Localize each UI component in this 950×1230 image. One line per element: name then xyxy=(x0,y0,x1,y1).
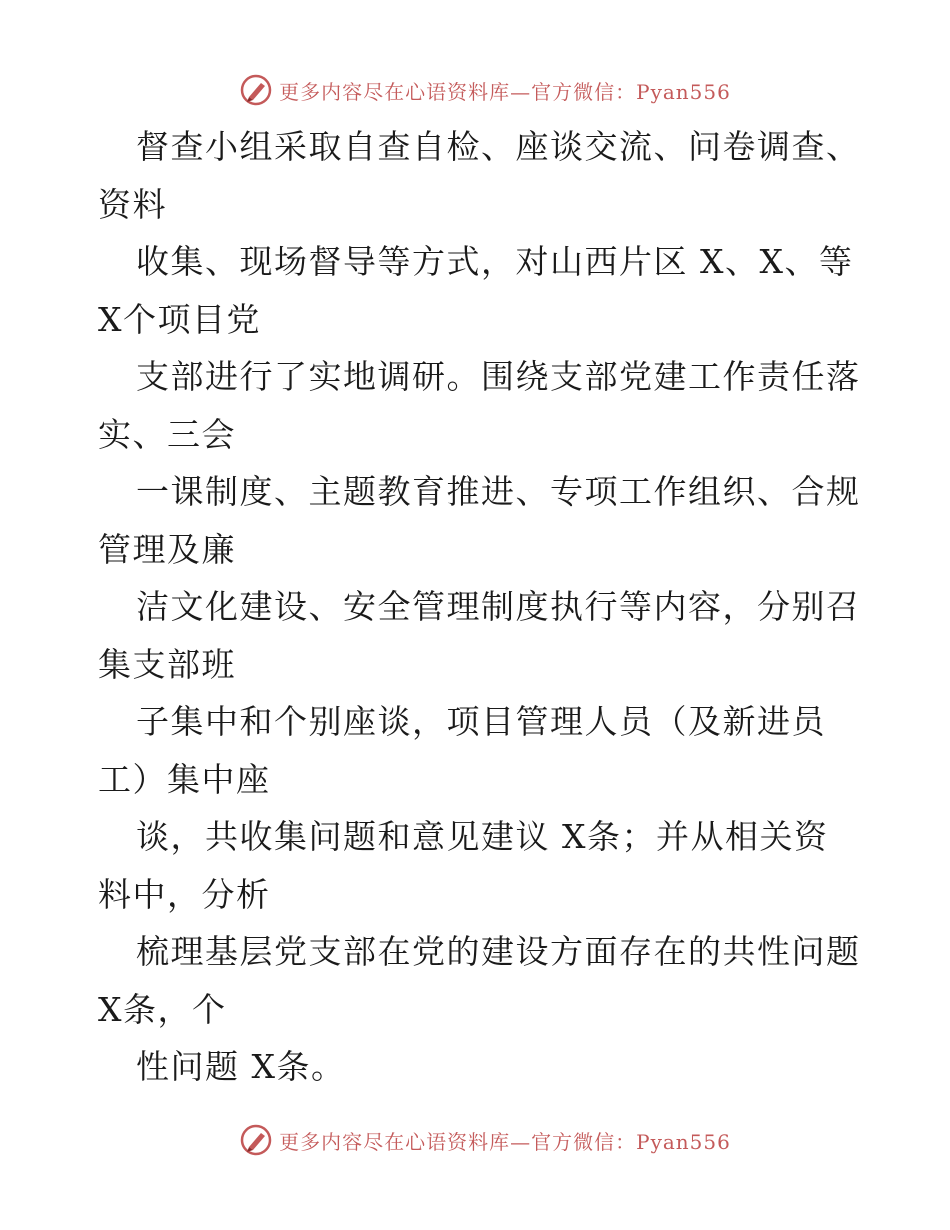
document-body xyxy=(98,118,868,1096)
text-line: 梳理基层党支部在党的建设方面存在的共性问题 xyxy=(136,932,861,971)
text-line: 一课制度、主题教育推进、专项工作组织、合规 xyxy=(136,472,861,511)
pen-logo-icon xyxy=(239,1123,273,1157)
text-line: 收集、现场督导等方式，对山西片区 X、X、等 xyxy=(136,242,854,281)
text-line: 洁文化建设、安全管理制度执行等内容，分别召 xyxy=(136,587,861,626)
text-line: 管理及廉 xyxy=(98,529,236,569)
text-line: 实、三会 xyxy=(98,414,236,454)
text-line: 督查小组采取自查自检、座谈交流、问卷调查、 xyxy=(136,127,861,166)
watermark-group xyxy=(239,1123,731,1157)
text-line: 谈，共收集问题和意见建议 X条；并从相关资 xyxy=(136,817,829,856)
text-line: 子集中和个别座谈，项目管理人员（及新进员 xyxy=(136,702,826,741)
text-line: 料中，分析 xyxy=(98,874,271,914)
watermark-text: 更多内容尽在心语资料库—官方微信：Pyan556 xyxy=(279,79,731,104)
text-line: X条，个 xyxy=(98,989,227,1029)
text-line: 支部进行了实地调研。围绕支部党建工作责任落 xyxy=(136,357,861,396)
watermark-text: 更多内容尽在心语资料库—官方微信：Pyan556 xyxy=(279,1129,731,1154)
pen-logo-icon xyxy=(239,73,273,107)
text-line: 性问题 X条。 xyxy=(136,1047,346,1086)
text-line: 集支部班 xyxy=(98,644,236,684)
header-watermark xyxy=(0,72,950,108)
watermark-group xyxy=(239,73,731,107)
text-line: 资料 xyxy=(98,184,167,224)
text-line: X个项目党 xyxy=(98,299,261,339)
text-line: 工）集中座 xyxy=(98,759,271,799)
footer-watermark xyxy=(0,1122,950,1158)
